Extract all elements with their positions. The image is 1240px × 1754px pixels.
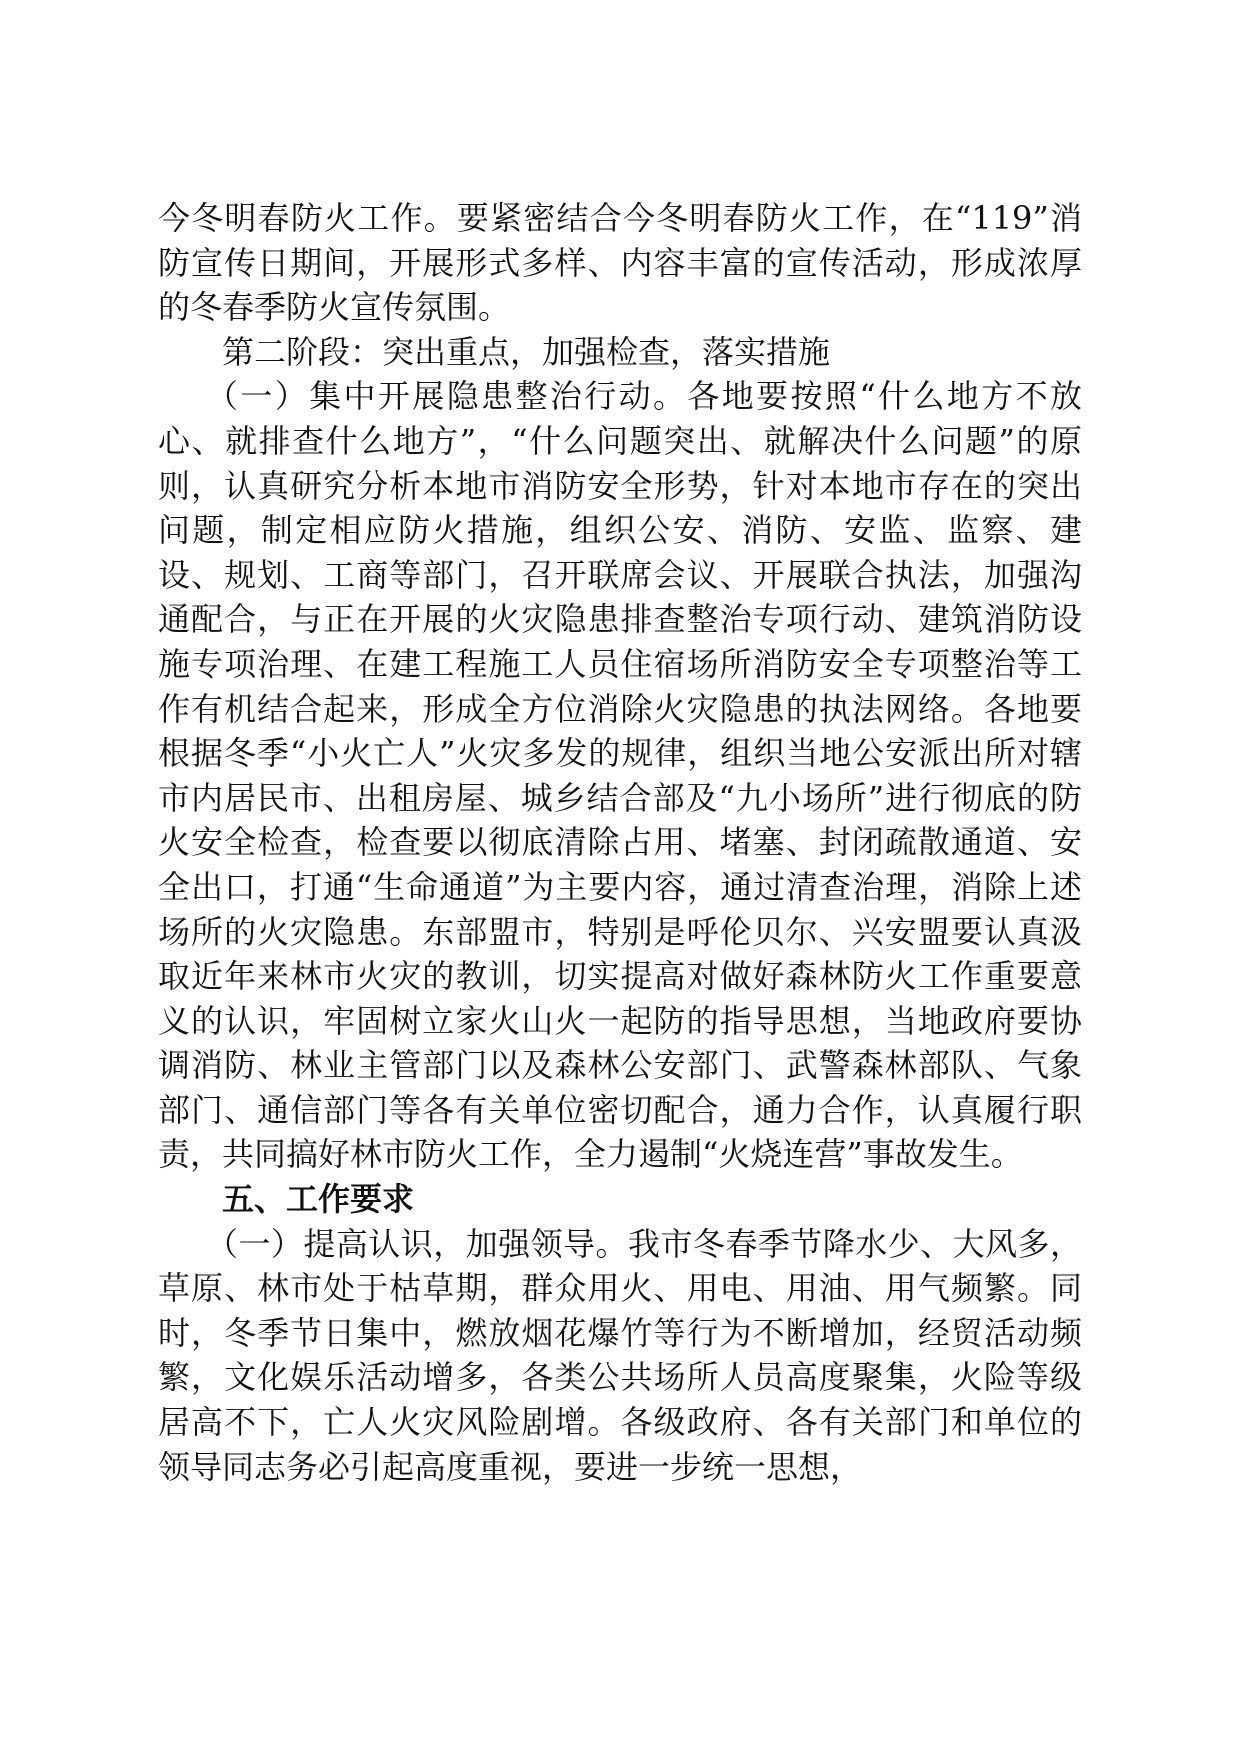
document-body [158, 196, 1082, 1489]
section-heading-work-requirements: 五、工作要求 [222, 1180, 415, 1219]
paragraph-raise-awareness: （一）提高认识，加强领导。我市冬春季节降水少、大风多，草原、林市处于枯草期，群众用火、用电、用油、用气频繁。同时，冬季节日集中，燃放烟花爆竹等行为不断增加，经贸活动频繁，文化娱乐活动增多，各类公共场所人员高度聚集，火险等级居高不下，亡人火灾风险剧增。各级政府、各有关部门和单位的领导同志务必引起高度重视，要进一步统一思想， [158, 1224, 1082, 1486]
paragraph-stage-two-title: 第二阶段：突出重点，加强检查，落实措施 [222, 332, 831, 371]
paragraph-continuation: 今冬明春防火工作。要紧密结合今冬明春防火工作，在“119”消防宣传日期间，开展形式多样、内容丰富的宣传活动，形成浓厚的冬春季防火宣传氛围。 [158, 199, 1082, 327]
paragraph-hazard-rectification: （一）集中开展隐患整治行动。各地要按照“什么地方不放心、就排查什么地方”，“什么问题突出、就解决什么问题”的原则，认真研究分析本地市消防安全形势，针对本地市存在的突出问题，制定相应防火措施，组织公安、消防、安监、监察、建设、规划、工商等部门，召开联席会议、开展联合执法，加强沟通配合，与正在开展的火灾隐患排查整治专项行动、建筑消防设施专项治理、在建工程施工人员住宿场所消防安全专项整治等工作有机结合起来，形成全方位消除火灾隐患的执法网络。各地要根据冬季“小火亡人”火灾多发的规律，组织当地公安派出所对辖市内居民市、出租房屋、城乡结合部及“九小场所”进行彻底的防火安全检查，检查要以彻底清除占用、堵塞、封闭疏散通道、安全出口，打通“生命通道”为主要内容，通过清查治理，消除上述场所的火灾隐患。东部盟市，特别是呼伦贝尔、兴安盟要认真汲取近年来林市火灾的教训，切实提高对做好森林防火工作重要意义的认识，牢固树立家火山火一起防的指导思想，当地政府要协调消防、林业主管部门以及森林公安部门、武警森林部队、气象部门、通信部门等各有关单位密切配合，通力合作，认真履行职责，共同搞好林市防火工作，全力遏制“火烧连营”事故发生。 [158, 377, 1082, 1174]
